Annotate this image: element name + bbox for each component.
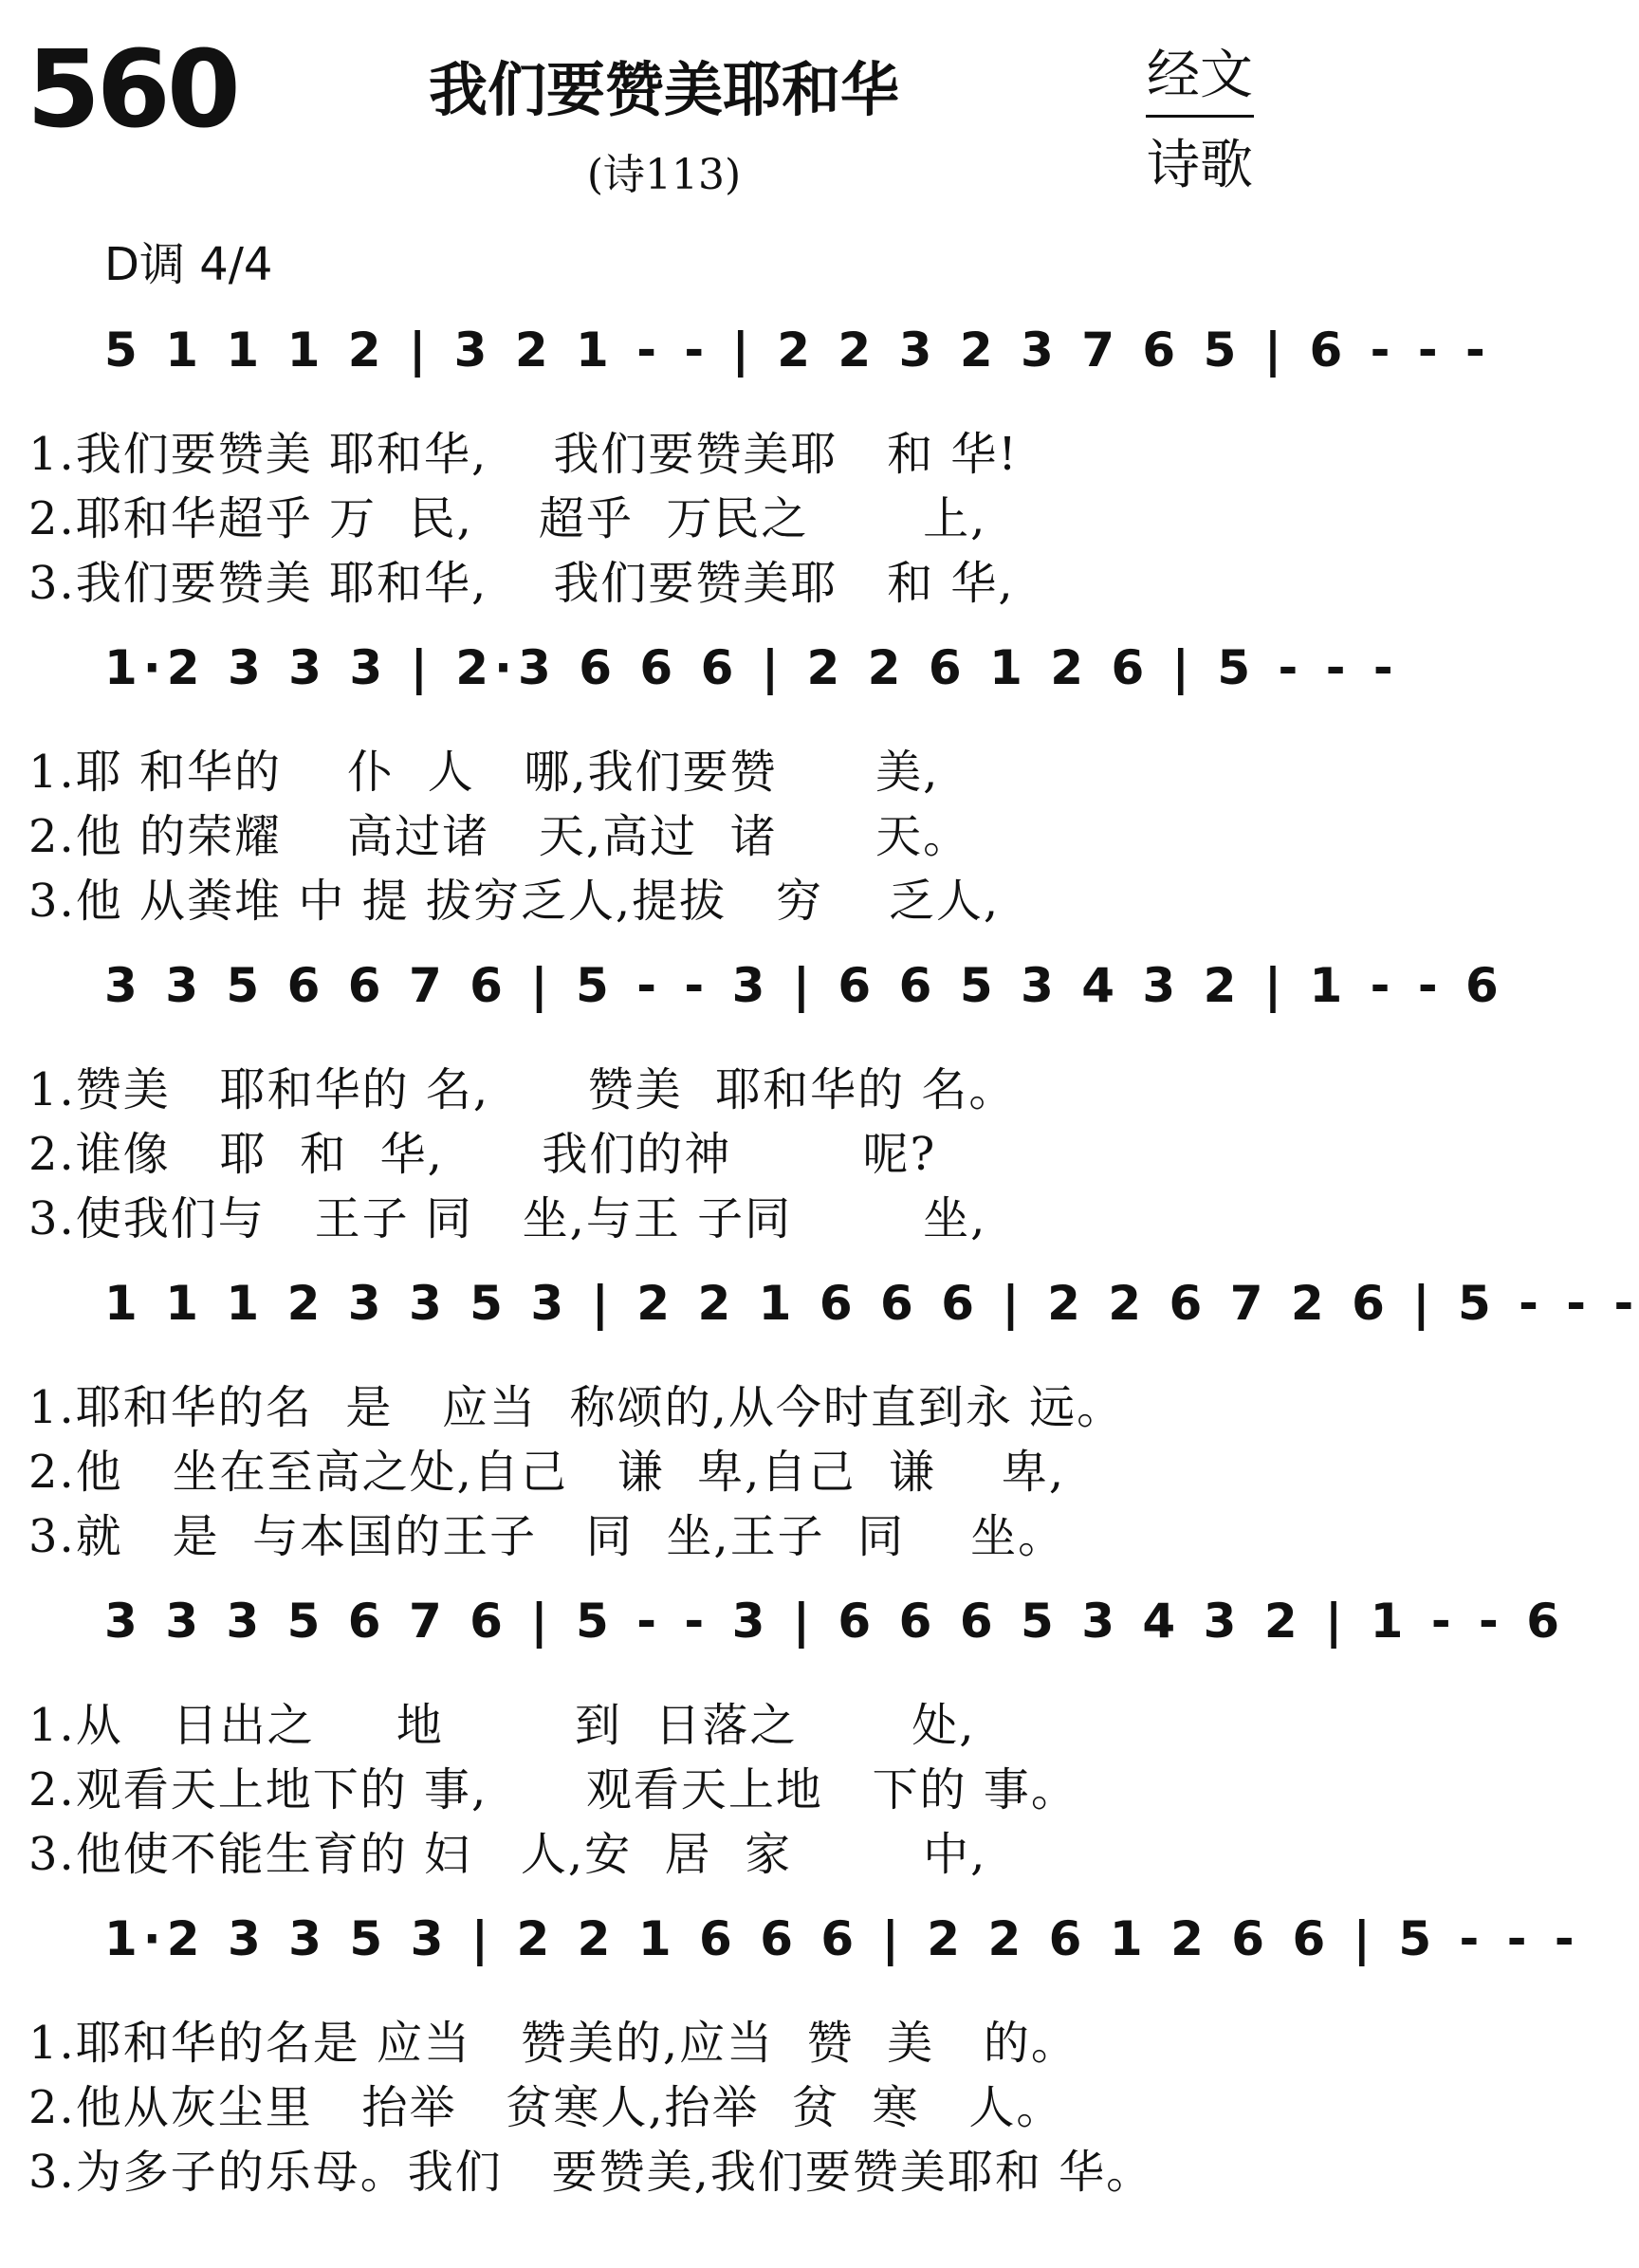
verse-3-lyrics: 3.为多子的乐母。我们 要赞美,我们要赞美耶和 华。 — [28, 2146, 1154, 2199]
notation-line: 1 1 1 2 3 3 5 3 | 2 2 1 6 6 6 | 2 2 6 7 2 6 | 5 - - - — [104, 1276, 1639, 1331]
key-signature: D调 4/4 — [104, 238, 273, 291]
verse-3-lyrics: 3.他使不能生育的 妇 人,安 居 家 中, — [28, 1828, 987, 1881]
verse-2-lyrics: 2.他从灰尘里 抬举 贫寒人,抬举 贫 寒 人。 — [28, 2081, 1064, 2134]
hymn-number: 560 — [27, 28, 237, 152]
verse-1-lyrics: 1.耶和华的名是 应当 赞美的,应当 赞 美 的。 — [28, 2017, 1078, 2070]
verse-3-lyrics: 3.他 从粪堆 中 提 拔穷乏人,提拔 穷 乏人, — [28, 875, 1001, 928]
verse-1-lyrics: 1.耶 和华的 仆 人 哪,我们要赞 美, — [28, 746, 940, 799]
verse-2-lyrics: 2.他 的荣耀 高过诸 天,高过 诸 天。 — [28, 810, 971, 863]
verse-1-lyrics: 1.我们要赞美 耶和华, 我们要赞美耶 和 华! — [28, 428, 1019, 481]
category-divider — [1146, 115, 1254, 118]
notation-line: 1·2 3 3 3 | 2·3 6 6 6 | 2 2 6 1 2 6 | 5 - - - — [104, 640, 1399, 695]
notation-line: 3 3 3 5 6 7 6 | 5 - - 3 | 6 6 6 5 3 4 3 2 | 1 - - 6 — [104, 1594, 1565, 1649]
category-top: 经文 — [1147, 45, 1253, 106]
verse-1-lyrics: 1.赞美 耶和华的 名, 赞美 耶和华的 名。 — [28, 1063, 1017, 1116]
verse-3-lyrics: 3.我们要赞美 耶和华, 我们要赞美耶 和 华, — [28, 557, 1015, 610]
scripture-reference: (诗113) — [586, 151, 742, 199]
verse-2-lyrics: 2.他 坐在至高之处,自己 谦 卑,自己 谦 卑, — [28, 1446, 1066, 1499]
verse-3-lyrics: 3.使我们与 王子 同 坐,与王 子同 坐, — [28, 1192, 987, 1245]
verse-1-lyrics: 1.耶和华的名 是 应当 称颂的,从今时直到永 远。 — [28, 1381, 1125, 1434]
notation-line: 5 1 1 1 2 | 3 2 1 - - | 2 2 3 2 3 7 6 5 | 6 - - - — [104, 323, 1491, 378]
verse-2-lyrics: 2.耶和华超乎 万 民, 超乎 万民之 上, — [28, 492, 987, 545]
notation-line: 1·2 3 3 5 3 | 2 2 1 6 6 6 | 2 2 6 1 2 6 6 | 5 - - - — [104, 1911, 1580, 1966]
category-bottom: 诗歌 — [1147, 135, 1253, 196]
verse-3-lyrics: 3.就 是 与本国的王子 同 坐,王子 同 坐。 — [28, 1510, 1066, 1563]
verse-2-lyrics: 2.观看天上地下的 事, 观看天上地 下的 事。 — [28, 1763, 1078, 1816]
notation-line: 3 3 5 6 6 7 6 | 5 - - 3 | 6 6 5 3 4 3 2 | 1 - - 6 — [104, 958, 1504, 1013]
category-label — [1138, 33, 1261, 199]
verse-1-lyrics: 1.从 日出之 地 到 日落之 处, — [28, 1699, 976, 1752]
verse-2-lyrics: 2.谁像 耶 和 华, 我们的神 呢? — [28, 1128, 937, 1181]
hymn-title: 我们要赞美耶和华 — [428, 55, 899, 124]
